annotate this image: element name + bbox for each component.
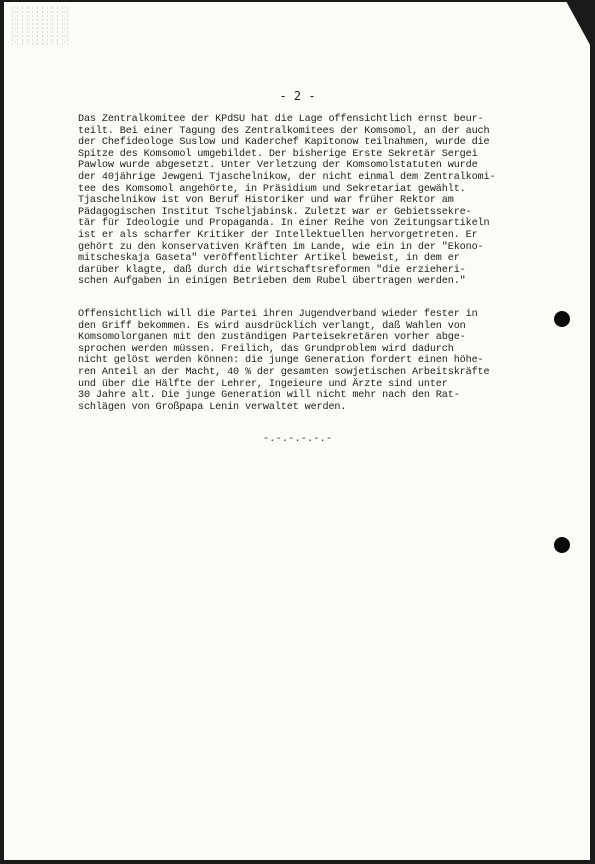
text-line: der Chefideologe Suslow und Kaderchef Kapitonow teilnahmen, wurde die bbox=[78, 137, 490, 149]
text-line: Pädagogischen Institut Tscheljabinsk. Zuletzt war er Gebietssekre- bbox=[78, 206, 472, 218]
text-line: Pawlow wurde abgesetzt. Unter Verletzung der Komsomolstatuten wurde bbox=[78, 160, 478, 172]
text-line: tee des Komsomol angehörte, in Präsidium und Sekretariat gewählt. bbox=[78, 183, 466, 195]
text-line: Offensichtlich will die Partei ihren Jugendverband wieder fester in bbox=[78, 309, 478, 320]
text-line: der 40jährige Jewgeni Tjaschelnikow, der nicht einmal dem Zentralkomi- bbox=[78, 171, 496, 183]
text-line: Das Zentralkomitee der KPdSU hat die Lage offensichtlich ernst beur- bbox=[78, 114, 484, 125]
text-line: darüber klagte, daß durch die Wirtschaftsreformen "die erzieheri- bbox=[78, 264, 466, 276]
text-line: schlägen von Großpapa Lenin verwaltet werden. bbox=[78, 401, 347, 413]
text-line: und über die Hälfte der Lehrer, Ingeieure und Ärzte sind unter bbox=[78, 378, 448, 390]
text-line: 30 Jahre alt. Die junge Generation will nicht mehr nach den Rat- bbox=[78, 390, 460, 402]
paragraph-party-control bbox=[78, 309, 489, 413]
text-line: ren Anteil an der Macht, 40 % der gesamten sowjetischen Arbeitskräfte bbox=[78, 366, 490, 378]
text-line: schen Aufgaben in einigen Betrieben dem Rubel übertragen werden." bbox=[78, 276, 466, 288]
text-line: gehört zu den konservativen Kräften im Lande, wie ein in der "Ekono- bbox=[78, 241, 484, 253]
text-line: sprochen werden müssen. Freilich, das Grundproblem wird dadurch bbox=[78, 343, 454, 355]
text-line: nicht gelöst werden können: die junge Generation fordert einen höhe- bbox=[78, 355, 484, 367]
text-line: Spitze des Komsomol umgebildet. Der bisherige Erste Sekretär Sergei bbox=[78, 148, 478, 160]
section-separator: -.-.-.-.-.- bbox=[262, 433, 333, 445]
text-line: tär für Ideologie und Propaganda. In einer Reihe von Zeitungsartikeln bbox=[78, 218, 490, 230]
paragraph-komsomol-leadership bbox=[78, 114, 495, 288]
text-line: den Griff bekommen. Es wird ausdrücklich verlangt, daß Wahlen von bbox=[78, 320, 466, 332]
text-line: Komsomolorganen mit den zuständigen Parteisekretären vorher abge- bbox=[78, 332, 466, 344]
page-number: - 2 - bbox=[279, 89, 316, 103]
text-line: Tjaschelnikow ist von Beruf Historiker und war früher Rektor am bbox=[78, 195, 454, 207]
text-line: ist er als scharfer Kritiker der Intellektuellen hervorgetreten. Er bbox=[78, 229, 478, 241]
punch-hole bbox=[554, 311, 570, 327]
text-line: mitscheskaja Gaseta" veröffentlichter Artikel beweist, in dem er bbox=[78, 253, 460, 265]
scan-noise-corner bbox=[10, 6, 70, 46]
text-line: teilt. Bei einer Tagung des Zentralkomitees der Komsomol, an der auch bbox=[78, 125, 490, 137]
punch-hole bbox=[554, 537, 570, 553]
